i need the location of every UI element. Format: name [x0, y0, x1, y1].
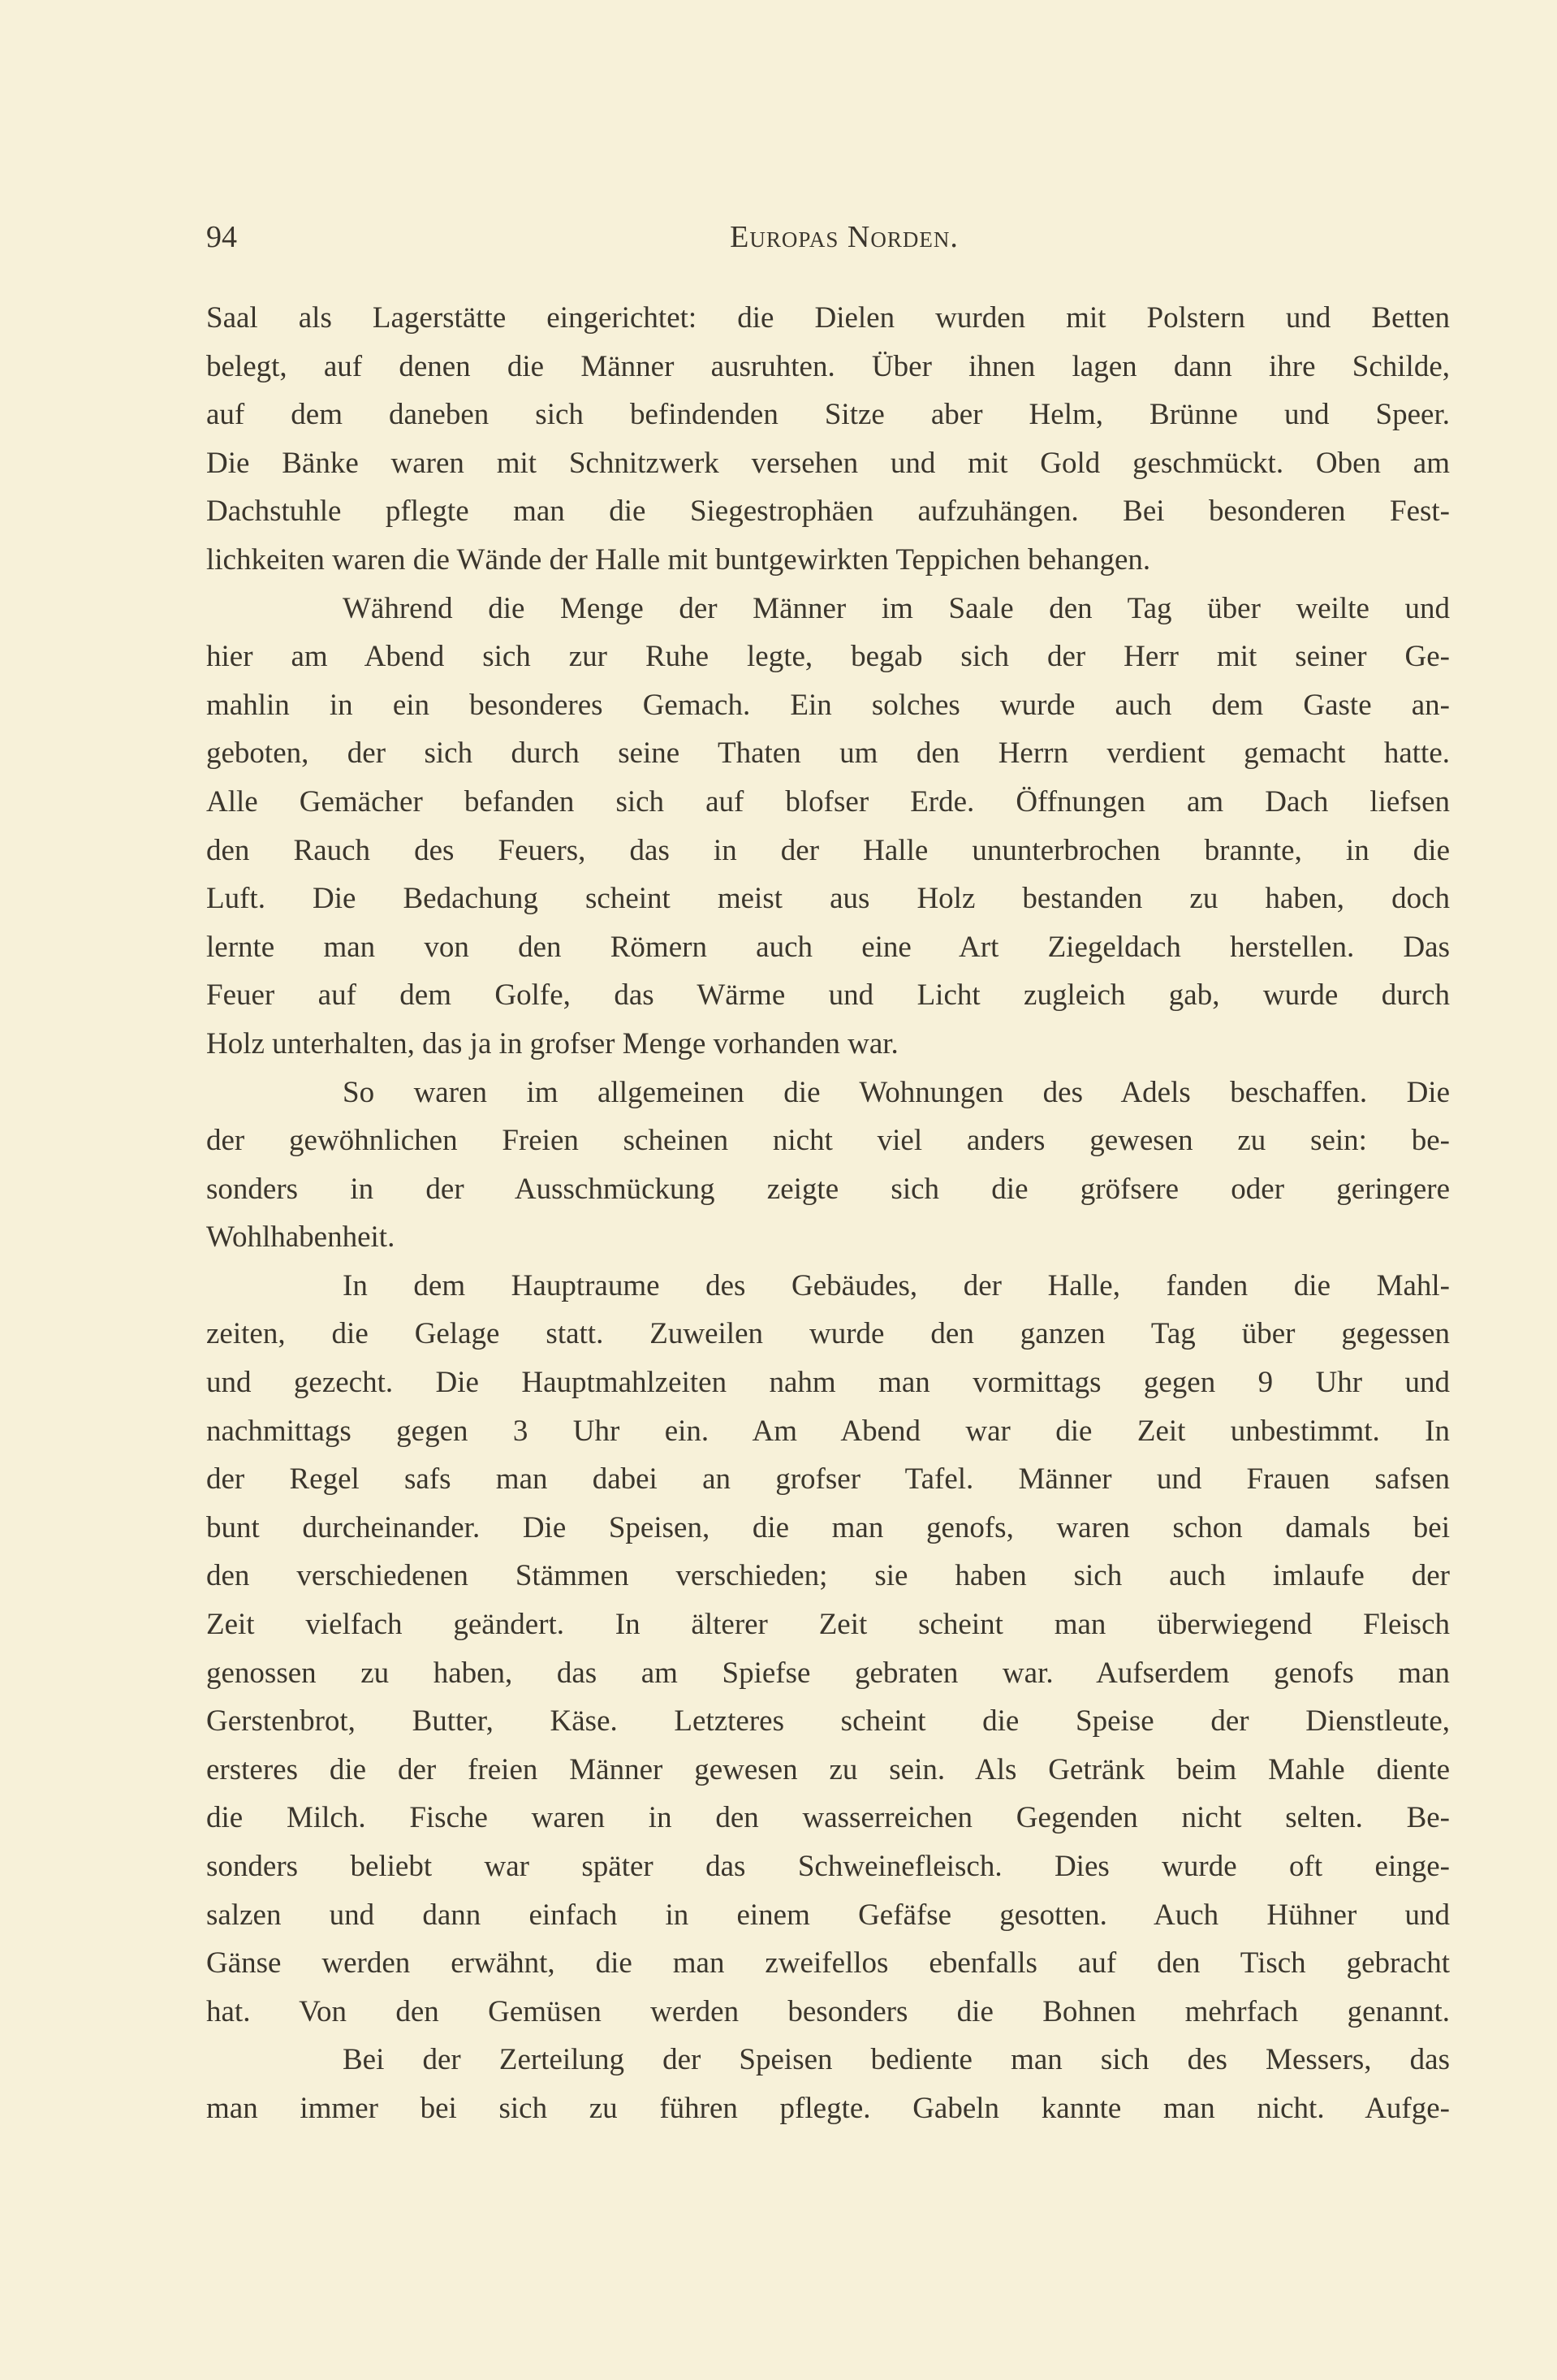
text-line: Gerstenbrot, Butter, Käse. Letzteres scheint die Speise der Dienstleute,: [206, 1704, 1450, 1739]
text-line: und gezecht. Die Hauptmahlzeiten nahm man vormittags gegen 9 Uhr und: [206, 1366, 1450, 1400]
text-line: zeiten, die Gelage statt. Zuweilen wurde den ganzen Tag über gegessen: [206, 1317, 1450, 1351]
running-head: [206, 213, 1450, 261]
text-line: lernte man von den Römern auch eine Art Ziegeldach herstellen. Das: [206, 930, 1450, 964]
text-line: salzen und dann einfach in einem Gefäfse gesotten. Auch Hühner und: [206, 1898, 1450, 1932]
text-line: Die Bänke waren mit Schnitzwerk versehen und mit Gold geschmückt. Oben am: [206, 446, 1450, 480]
text-line: Dachstuhle pflegte man die Siegestrophäen aufzuhängen. Bei besonderen Fest-: [206, 495, 1450, 529]
text-line: auf dem daneben sich befindenden Sitze aber Helm, Brünne und Speer.: [206, 398, 1450, 432]
text-line: Gänse werden erwähnt, die man zweifellos ebenfalls auf den Tisch gebracht: [206, 1946, 1450, 1980]
running-title: Europas Norden.: [730, 220, 959, 254]
text-line: bunt durcheinander. Die Speisen, die man genofs, waren schon damals bei: [206, 1510, 1450, 1544]
text-line: man immer bei sich zu führen pflegte. Gabeln kannte man nicht. Aufge-: [206, 2091, 1450, 2125]
text-line: So waren im allgemeinen die Wohnungen des Adels beschaffen. Die: [343, 1075, 1450, 1109]
text-line: Alle Gemächer befanden sich auf blofser Erde. Öffnungen am Dach liefsen: [206, 784, 1450, 819]
text-line: sonders in der Ausschmückung zeigte sich die gröfsere oder geringere: [206, 1172, 1450, 1206]
text-line: hier am Abend sich zur Ruhe legte, begab sich der Herr mit seiner Ge-: [206, 640, 1450, 674]
text-line: der Regel safs man dabei an grofser Tafel. Männer und Frauen safsen: [206, 1462, 1450, 1497]
text-line: Feuer auf dem Golfe, das Wärme und Licht zugleich gab, wurde durch: [206, 978, 1450, 1013]
text-line: Zeit vielfach geändert. In älterer Zeit scheint man überwiegend Fleisch: [206, 1608, 1450, 1642]
text-line: den Rauch des Feuers, das in der Halle ununterbrochen brannte, in die: [206, 833, 1450, 867]
text-line: geboten, der sich durch seine Thaten um den Herrn verdient gemacht hatte.: [206, 736, 1450, 771]
text-line: lichkeiten waren die Wände der Halle mit buntgewirkten Teppichen behangen.: [206, 542, 1151, 577]
text-line: Holz unterhalten, das ja in grofser Menge vorhanden war.: [206, 1026, 899, 1060]
text-line: In dem Hauptraume des Gebäudes, der Halle, fanden die Mahl-: [343, 1268, 1450, 1302]
text-line: den verschiedenen Stämmen verschieden; sie haben sich auch imlaufe der: [206, 1559, 1450, 1593]
text-line: sonders beliebt war später das Schweinefleisch. Dies wurde oft einge-: [206, 1850, 1450, 1883]
text-line: Bei der Zerteilung der Speisen bediente man sich des Messers, das: [343, 2043, 1450, 2077]
text-line: der gewöhnlichen Freien scheinen nicht viel anders gewesen zu sein: be-: [206, 1124, 1450, 1158]
text-line: genossen zu haben, das am Spiefse gebraten war. Aufserdem genofs man: [206, 1656, 1450, 1690]
text-line: mahlin in ein besonderes Gemach. Ein solches wurde auch dem Gaste an-: [206, 688, 1450, 722]
body-text: [206, 294, 1450, 2133]
text-line: Wohlhabenheit.: [206, 1220, 395, 1255]
text-line: nachmittags gegen 3 Uhr ein. Am Abend war die Zeit unbestimmt. In: [206, 1414, 1450, 1448]
text-line: Saal als Lagerstätte eingerichtet: die Dielen wurden mit Polstern und Betten: [206, 301, 1450, 335]
text-line: Luft. Die Bedachung scheint meist aus Holz bestanden zu haben, doch: [206, 882, 1450, 916]
text-line: hat. Von den Gemüsen werden besonders die Bohnen mehrfach genannt.: [206, 1994, 1450, 2028]
page-number: 94: [206, 220, 237, 254]
text-line: ersteres die der freien Männer gewesen zu sein. Als Getränk beim Mahle diente: [206, 1752, 1450, 1786]
text-line: Während die Menge der Männer im Saale den Tag über weilte und: [343, 591, 1450, 625]
text-line: die Milch. Fische waren in den wasserreichen Gegenden nicht selten. Be-: [206, 1801, 1450, 1835]
text-line: belegt, auf denen die Männer ausruhten. Über ihnen lagen dann ihre Schilde,: [206, 349, 1450, 383]
